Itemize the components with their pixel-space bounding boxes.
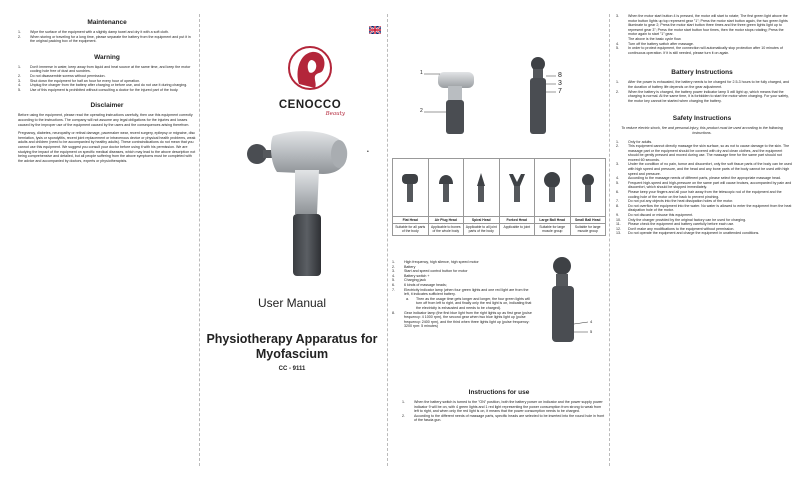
part-label: 8 [558, 72, 562, 79]
list-item: 8. Gear indicator lamp (the first blue light from the right lights up as first gear (pulse frequency: 4 1000 rpm), the second gear when two blue lights light up (pulse frequency: 2400 rpm), and the third when three lights light up (pulse frequency: 3200 rpm: 5 minutes) [392, 310, 532, 329]
model-number: CC - 9111 [278, 366, 306, 372]
list-item: 4. According to the massage needs of different parts, please select the appropriate massage head. [616, 176, 781, 181]
head-name: Large Ball Head [535, 217, 571, 224]
list-item: 1. Wipe the surface of the equipment with a slightly damp towel and dry it with a soft cloth. [18, 30, 170, 34]
page-battery-safety [612, 14, 792, 466]
flat-head-icon [400, 170, 420, 204]
head-name: Spiral Head [464, 217, 500, 224]
disclaimer-paragraph: Pregnancy, diabetes, neuropathy or retinal damage, pacemaker wear, recent surgery, epilepsy or migraine, disc herniation, lysis or spondylitis, recent joint replacement or intravenous device or physical health problems, weak adults and children (need to be accompanied by healthy adults). These contraindications do not mean that you cannot use this equipment. We suggest you consult your doctor before using it with his permission. We are studying the impact of the equipment on specific medical diseases, which may lead to the above description not being comprehensive and detailed, but all people suffering from the above symptoms must be completed with the advice and accompanied by doctors, experts or physiotherapists. [18, 131, 196, 163]
parts-diagram [418, 52, 568, 136]
list-item: 6. Please keep your fingers and all your hair away from the telescopic rod of the equipment and the cooling hole of the motor on the back to prevent pinching. [616, 190, 782, 199]
list-item: 2. When the battery is charged, the battery power indicator lamp 5 will light up, which means that the charging is normal. At the same time, it is forbidden to start the motor when charging. For your safety, the motor key cannot be started when charging the battery. [616, 89, 789, 103]
list-item: 7. Do not put any objects into the heat dissipation holes of the motor. [616, 199, 734, 204]
large-ball-head-icon [542, 170, 562, 204]
page-cover [203, 14, 381, 466]
product-title: Physiotherapy Apparatus for Myofascium [206, 332, 378, 361]
list-item: 12. Don't make any modifications to the equipment without permission. [616, 226, 735, 231]
list-item: 5. Use of this equipment is prohibited without consulting a doctor for the injured part of the body. [18, 87, 179, 92]
part-label: 2 [420, 108, 423, 114]
part-label: 4 [590, 319, 593, 324]
list-item: 4. Battery switch + [392, 273, 430, 278]
battery-heading: Battery Instructions [671, 69, 733, 77]
fold-divider [387, 14, 388, 466]
instructions-section [392, 384, 606, 423]
list-item: The above is the basic cycle flow. [628, 36, 682, 41]
part-label: 5 [590, 329, 593, 334]
safety-heading: Safety Instructions [672, 115, 732, 123]
disclaimer-heading: Disclaimer [90, 102, 124, 110]
brand-logo [265, 44, 355, 118]
head-desc: Suitable for large muscle group [535, 224, 571, 235]
massage-heads-table [392, 158, 606, 256]
list-item: 1. High frequency, high silence, high speed motor [392, 260, 479, 264]
brand-subtitle: Beauty [325, 111, 345, 117]
head-name: Forked Head [499, 217, 535, 224]
disclaimer-paragraph: Before using the equipment, please read the operating instructions carefully, then use this equipment correctly according to the instructions. The company will not assume any legal obligations for the injuries and losses caused by the improper use of the equipment caused by the users and the consequences arising therefrom. [18, 113, 193, 127]
head-desc: Suitable for large muscle group [570, 224, 606, 235]
list-item: 3. Under the condition of no pain, tumor and discomfort, only the soft tissue parts of the body can be used with high speed and pressure, and the head and any bone parts of the body cannot be used with high speed and pressure. [616, 162, 792, 176]
head-desc: Applicable to all joint parts of the body [464, 224, 500, 235]
head-name: Small Ball Head [570, 217, 606, 224]
head-desc: Applicable to joint [499, 224, 535, 235]
list-item: 2. According to the different needs of massage parts, specific heads are selected to be inserted into the round hole in front of the fascia gun. [402, 413, 605, 423]
head-cell [535, 159, 571, 217]
list-item: 2. This equipment cannot directly massage the skin surface, so as not to cause damage to the skin. The massage part or the equipment should be covered with dry and clean clothes, and the equipment should be gently pressed and moved during use. The massage time for the same part should not exceed 60 seconds. [616, 144, 790, 162]
list-item: 11. Please check the equipment and battery carefully before each use. [616, 222, 735, 227]
battery-list [612, 80, 792, 103]
head-cell [428, 159, 464, 217]
small-ball-head-icon [578, 170, 598, 204]
list-item: 13. Do not operate the equipment and charge the equipment in unattended conditions. [616, 231, 760, 236]
instructions-heading: Instructions for use [468, 389, 530, 396]
page-parts-and-heads [392, 14, 606, 466]
list-item: 1. After the power is exhausted, the battery needs to be charged for 2.5-3 hours to be fully charged, and the duration of battery life depends on the gear adjustment. [616, 80, 790, 89]
list-item: 9. Do not discard or misuse this equipment. [616, 213, 694, 217]
maintenance-heading: Maintenance [87, 19, 127, 26]
air-plug-head-icon [436, 170, 456, 204]
head-cell [393, 159, 429, 217]
list-item: 8. Do not overflow the equipment into the water. No water is allowed to enter the equipment from the heat dissipation hole of the motor. [616, 203, 792, 213]
page-maintenance-warning-disclaimer [18, 14, 196, 466]
list-item: 5. In order to protect equipment, the connection will automatically stop protection after 10 minutes of continuous operation. If it is still needed, please turn it on again. [616, 46, 783, 55]
list-item: 1. Don't immerse in water, keep away from liquid and heat source at the same time, and keep the motor cooling hole free of dust and sundries. [18, 64, 191, 74]
spiral-head-icon [471, 170, 491, 204]
safety-list [612, 140, 792, 236]
list-subitem: a. Then as the usage time gets longer and longer, the four green lights will turn off from left to right, and finally only the red light is on, indicating that the electricity is exhausted and needs to be charged). [406, 296, 532, 310]
list-item: 5. Frequent high-speed and high-pressure on the same part will cause bruises, accompanied by pain and discomfort, which should be stopped immediately. [616, 180, 792, 190]
list-item: 3. Start and speed control button for motor [392, 269, 468, 274]
list-item: 3. Shut down the equipment for half an hour for every hour of operation. [18, 78, 141, 83]
head-name: Air Plug Head [428, 217, 464, 224]
head-name: Flat Head [393, 217, 429, 224]
fold-divider [609, 14, 610, 466]
brand-name: CENOCCO [278, 99, 342, 111]
head-cell [499, 159, 535, 217]
massage-gun-image [243, 124, 353, 284]
warning-list [18, 65, 196, 93]
part-label: 7 [558, 88, 562, 95]
list-item: 1. Only for adults. [616, 139, 653, 144]
list-item: 6. 6 kinds of massage heads; [392, 282, 447, 287]
uk-flag-icon [369, 26, 381, 34]
list-item: 2. Do not disassemble screws without permission. [18, 73, 106, 78]
list-item: 5. Charging jack [392, 278, 426, 283]
instructions-continued-list [612, 14, 792, 55]
list-item: 1. When the battery switch is turned to the "ON" position, both the battery power on indicator and the power supply power indicator 9 will be on, with 4 green lights and 1 red light representing the power consumption from strong to weak from left to right, and when only the red light is on, it means that the power consumption needs to be charged. [402, 400, 603, 414]
part-label: 1 [420, 70, 423, 76]
warning-heading: Warning [94, 53, 120, 61]
head-desc: Suitable for all parts of the body [393, 224, 429, 235]
fold-divider [199, 14, 200, 466]
head-cell [464, 159, 500, 217]
features-list [392, 260, 532, 329]
list-item: 10. Only the charger provided by the original factory can be used for charging. [616, 217, 747, 222]
head-desc: Applicable to bones of the whole body [428, 224, 464, 235]
woman-silhouette-icon [265, 44, 355, 92]
list-item: 2. Battery [392, 264, 416, 269]
maintenance-list [18, 30, 196, 44]
user-manual-title: User Manual [257, 296, 327, 310]
part-label: 3 [558, 80, 562, 87]
safety-intro: To reduce electric shock, fire and personal injury, this product must be used according to the following instructions. [621, 126, 783, 135]
bullet-mark: • [367, 149, 369, 155]
list-item: 4. Unplug the charger from the battery after charging or before use, and do not use it during charging. [18, 83, 188, 88]
list-item: 2. When storing or traveling for a long time, please separate the battery from the equipment and put it in the original packing box of the equipment. [18, 34, 191, 44]
forked-head-icon [507, 170, 527, 204]
list-item: 7. Electricity indicator lamp (when four green lights and one red light are from the left, it indicates sufficient battery. [392, 287, 529, 297]
head-cell [570, 159, 606, 217]
list-item: 3. When the motor start button 4 is pressed, the motor will start to rotate; The first green light above the motor button lights up top represent gear "1"; Press the motor start button again, the two green lights illuminate to gear 2; Press the motor start button three times and the three green lights light up to represent gear 3"; Press the motor start button four times, then the motor stops rotating; Press the motor again to start "1" gear. [616, 14, 788, 37]
list-item: 4. Turn off the battery switch after massage. [616, 41, 694, 46]
